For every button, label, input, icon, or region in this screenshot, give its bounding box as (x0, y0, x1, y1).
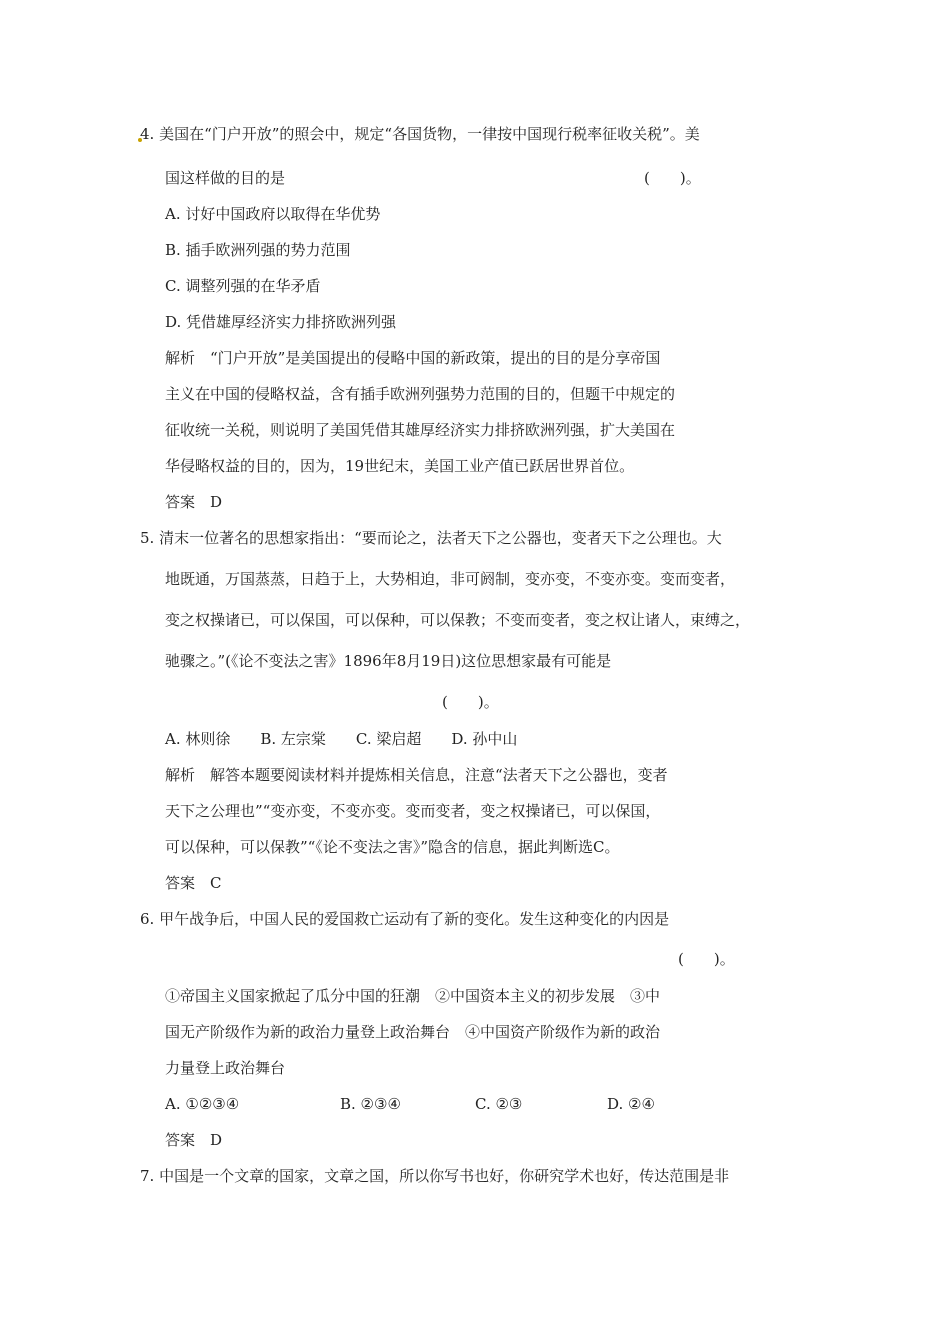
q6-option-b: B. ②③④ (340, 1095, 401, 1113)
q6-option-d: D. ②④ (607, 1095, 655, 1113)
q6-option-c: C. ②③ (475, 1095, 523, 1113)
q5-analysis-line-1: 解析 解答本题要阅读材料并提炼相关信息，注意“法者天下之公器也，变者 (165, 766, 668, 784)
q4-option-c: C. 调整列强的在华矛盾 (165, 277, 321, 295)
q4-option-a: A. 讨好中国政府以取得在华优势 (165, 205, 381, 223)
q5-stem-line-4: 驰骤之。”(《论不变法之害》1896年8月19日)这位思想家最有可能是 (165, 652, 612, 670)
q6-answer-blank: ( )。 (678, 950, 735, 968)
q5-stem-line-2: 地既通，万国蒸蒸，日趋于上，大势相迫，非可阏制，变亦变，不变亦变。变而变者， (165, 570, 736, 588)
q4-analysis-line-1: 解析 “门户开放”是美国提出的侵略中国的新政策，提出的目的是分享帝国 (165, 349, 661, 367)
q5-answer-blank: ( )。 (442, 693, 499, 711)
q5-stem-line-1: 5. 清末一位著名的思想家指出：“要而论之，法者天下之公器也，变者天下之公理也。大 (140, 529, 722, 547)
q6-item-line-2: 国无产阶级作为新的政治力量登上政治舞台 ④中国资产阶级作为新的政治 (165, 1023, 661, 1041)
q6-answer: 答案 D (165, 1131, 223, 1149)
q4-option-d: D. 凭借雄厚经济实力排挤欧洲列强 (165, 313, 397, 331)
q4-analysis-line-3: 征收统一关税，则说明了美国凭借其雄厚经济实力排挤欧洲列强，扩大美国在 (165, 421, 676, 439)
q4-stem-line-2: 国这样做的目的是 (165, 169, 286, 187)
q5-answer: 答案 C (165, 874, 222, 892)
q4-analysis-line-4: 华侵略权益的目的，因为，19世纪末，美国工业产值已跃居世界首位。 (165, 457, 635, 475)
q4-stem-line-1: 4. 美国在“门户开放”的照会中，规定“各国货物，一律按中国现行税率征收关税”。美 (140, 125, 700, 143)
q4-answer-blank: ( )。 (644, 169, 701, 187)
q4-option-b: B. 插手欧洲列强的势力范围 (165, 241, 351, 259)
q6-item-line-1: ①帝国主义国家掀起了瓜分中国的狂潮 ②中国资本主义的初步发展 ③中 (165, 987, 661, 1005)
q5-options: A. 林则徐 B. 左宗棠 C. 梁启超 D. 孙中山 (165, 730, 518, 748)
q5-analysis-line-2: 天下之公理也”“变亦变，不变亦变。变而变者，变之权操诸已，可以保国， (165, 802, 661, 820)
q6-stem-line-1: 6. 甲午战争后，中国人民的爱国救亡运动有了新的变化。发生这种变化的内因是 (140, 910, 670, 928)
q4-analysis-line-2: 主义在中国的侵略权益，含有插手欧洲列强势力范围的目的，但题干中规定的 (165, 385, 676, 403)
q6-option-a: A. ①②③④ (165, 1095, 240, 1113)
q6-item-line-3: 力量登上政治舞台 (165, 1059, 286, 1077)
q5-analysis-line-3: 可以保种，可以保教”“《论不变法之害》”隐含的信息，据此判断选C。 (165, 838, 620, 856)
q5-stem-line-3: 变之权操诸已，可以保国，可以保种，可以保教；不变而变者，变之权让诸人，束缚之， (165, 611, 751, 629)
q4-answer: 答案 D (165, 493, 223, 511)
q7-stem-line-1: 7. 中国是一个文章的国家，文章之国，所以你写书也好，你研究学术也好，传达范围是非 (140, 1167, 730, 1185)
